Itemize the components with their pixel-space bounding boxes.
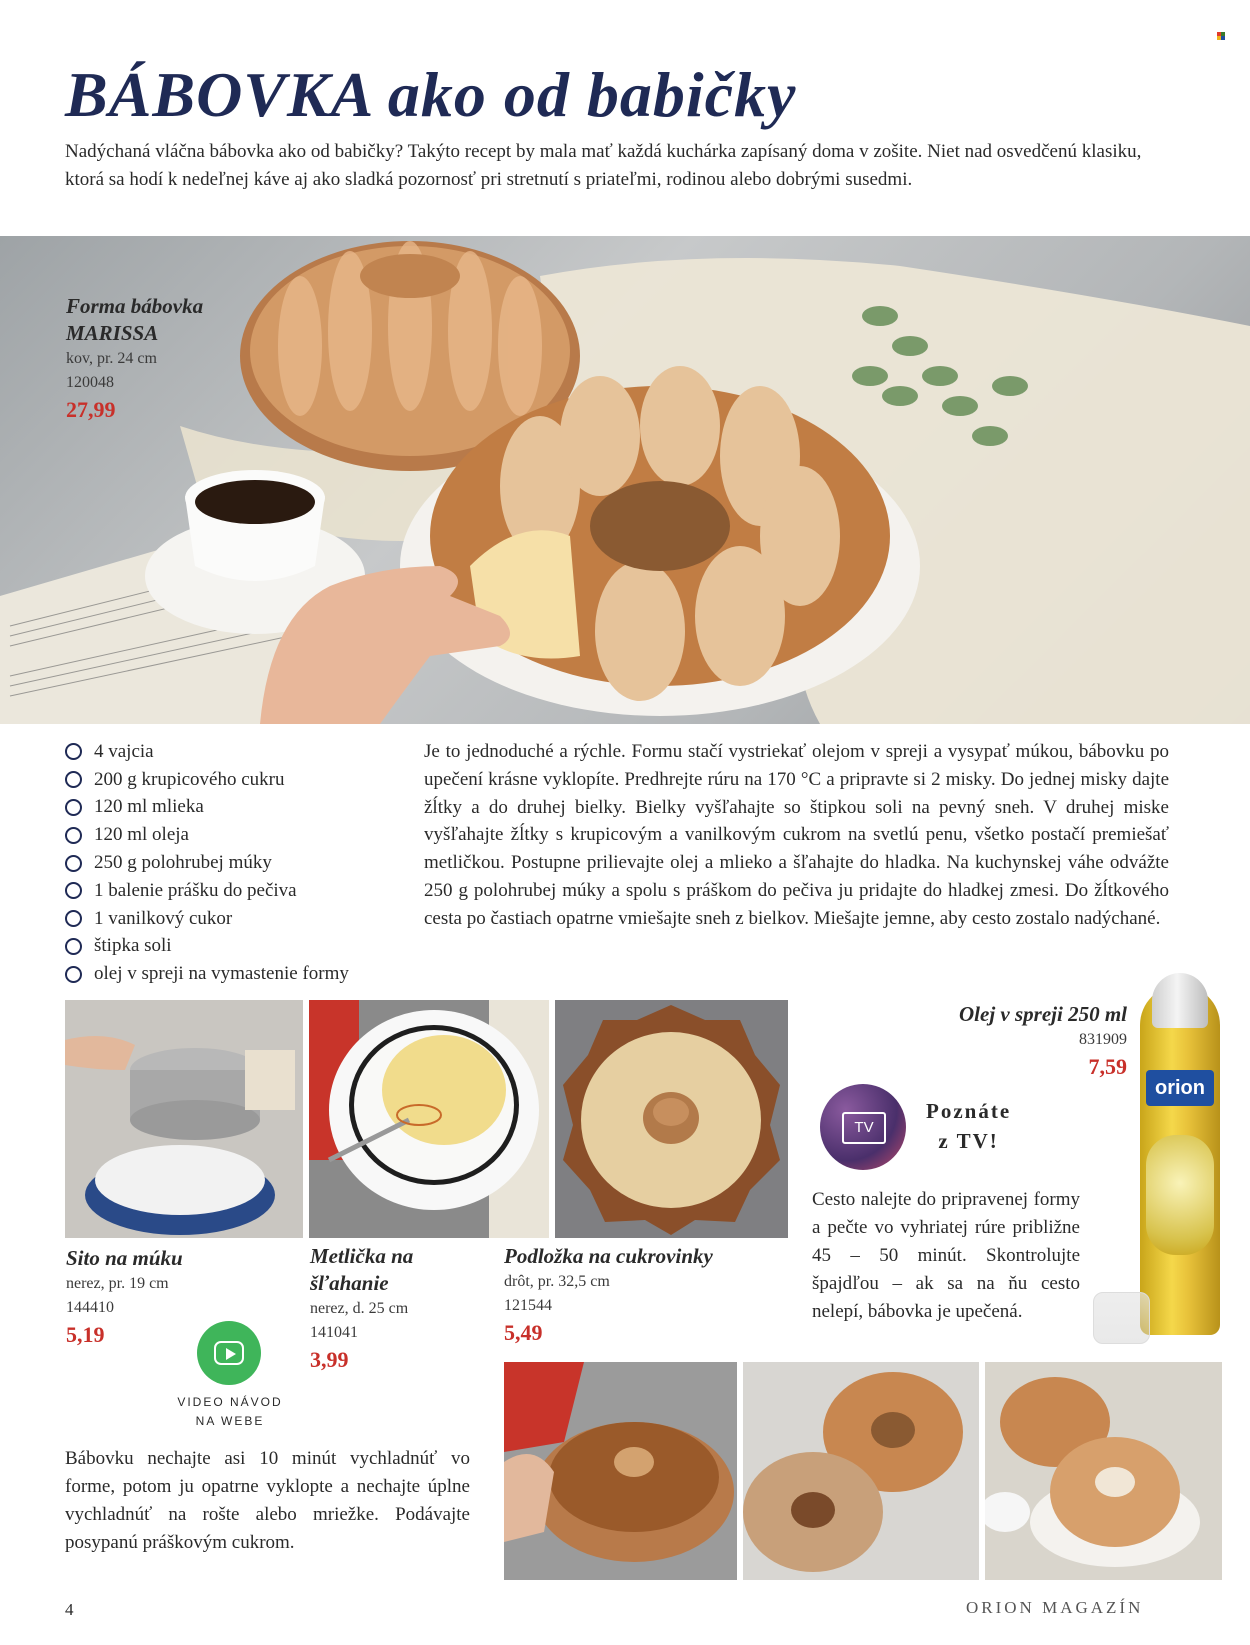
circle-bullet-icon xyxy=(65,910,82,927)
product-podlozka xyxy=(504,1243,713,1348)
product-name: Olej v spreji 250 ml xyxy=(959,1002,1127,1026)
ingredient-item xyxy=(65,933,349,961)
circle-bullet-icon xyxy=(65,966,82,983)
photo-whisk xyxy=(309,1000,549,1238)
photo-copper-molds xyxy=(743,1362,979,1580)
tv-badge xyxy=(820,1084,906,1170)
product-code: 144410 xyxy=(66,1299,114,1316)
product-price: 5,49 xyxy=(504,1320,543,1345)
product-desc: kov, pr. 24 cm xyxy=(66,350,157,367)
product-metlicka xyxy=(310,1243,413,1375)
product-name: Sito na múku xyxy=(66,1246,183,1270)
tv-icon: TV xyxy=(842,1112,886,1144)
product-price: 7,59 xyxy=(1088,1054,1127,1079)
magazine-name: ORION MAGAZÍN xyxy=(966,1598,1144,1617)
ingredient-text: 120 ml mlieka xyxy=(94,796,204,818)
product-desc: nerez, d. 25 cm xyxy=(310,1300,409,1317)
product-desc: nerez, pr. 19 cm xyxy=(66,1275,169,1292)
oil-spray-can xyxy=(1140,985,1220,1335)
photo-flour-sieve xyxy=(65,1000,303,1238)
tv-line: z TV! xyxy=(938,1129,999,1153)
method-text: Je to jednoduché a rýchle. Formu stačí vystriekať olejom v spreji a vysypať múkou, bábovku po upečení krásne vyklopíte. Predhrejte rúru na 170 °C a pripravte si 2 misky. Do jednej misky dajte žĺtky a do druhej bielky. Bielky vyšľahajte so štipkou soli na pevný sneh. V druhej miske vyšľahajte žĺtky s krupicovým a vanilkovým cukrom na svetlú penu, všetko postačí premiešať metličkou. Postupne prilievajte olej a mlieko a šľahajte do hladka. Na kuchynskej váhe odvážte 250 g polohrubej múky a spolu s práškom do pečiva ju pridajte do hladkej zmesi. Do žĺtkového cesta po častiach opatrne vmiešajte sneh z bielkov. Miešajte jemne, aby cesto zostalo nadýchané. xyxy=(424,741,1169,929)
product-name: Metlička na xyxy=(310,1244,414,1268)
ingredient-list xyxy=(65,738,349,988)
product-name: Forma bábovka xyxy=(66,294,204,318)
intro-text: Nadýchaná vláčna bábovka ako od babičky? Takýto recept by mala mať každá kuchárka zapísaný doma v zošite. Niet nad osvedčenú klasiku, ktorá sa hodí k nedeľnej káve aj ako sladká pozornosť pri stretnutí s priateľmi, rodinou alebo dobrými susedmi. xyxy=(65,141,1142,190)
circle-bullet-icon xyxy=(65,882,82,899)
product-marissa xyxy=(66,293,203,425)
ingredient-text: 250 g polohrubej múky xyxy=(94,852,272,874)
product-price: 3,99 xyxy=(310,1347,349,1372)
ingredient-item xyxy=(65,905,349,933)
product-price: 5,19 xyxy=(66,1322,105,1347)
product-desc: drôt, pr. 32,5 cm xyxy=(504,1273,610,1290)
ingredient-text: štipka soli xyxy=(94,935,172,957)
ingredient-text: 1 vanilkový cukor xyxy=(94,907,233,929)
ingredient-text: 1 balenie prášku do pečiva xyxy=(94,879,297,901)
ingredient-item xyxy=(65,794,349,822)
ingredient-item xyxy=(65,821,349,849)
product-price: 27,99 xyxy=(66,397,116,422)
photo-bundt-batter xyxy=(555,1000,788,1238)
product-name: šľahanie xyxy=(310,1271,389,1295)
circle-bullet-icon xyxy=(65,938,82,955)
tv-text xyxy=(926,1096,1011,1156)
video-link-text[interactable] xyxy=(160,1393,300,1431)
photo-baked-in-mold xyxy=(504,1362,737,1580)
ingredient-item xyxy=(65,766,349,794)
ingredient-item xyxy=(65,849,349,877)
ingredient-text: olej v spreji na vymastenie formy xyxy=(94,963,349,985)
ingredient-text: 120 ml oleja xyxy=(94,824,189,846)
product-code: 120048 xyxy=(66,374,114,391)
product-code: 141041 xyxy=(310,1324,358,1341)
circle-bullet-icon xyxy=(65,855,82,872)
product-code: 121544 xyxy=(504,1297,552,1314)
ingredient-text: 200 g krupicového cukru xyxy=(94,768,285,790)
circle-bullet-icon xyxy=(65,743,82,760)
ingredient-item xyxy=(65,960,349,988)
product-oil xyxy=(915,1001,1127,1082)
tv-line: Poznáte xyxy=(926,1099,1012,1123)
ingredient-text: 4 vajcia xyxy=(94,740,154,762)
product-name: MARISSA xyxy=(66,321,159,345)
circle-bullet-icon xyxy=(65,799,82,816)
circle-bullet-icon xyxy=(65,827,82,844)
ingredient-item xyxy=(65,877,349,905)
product-code: 831909 xyxy=(1079,1031,1127,1048)
circle-bullet-icon xyxy=(65,771,82,788)
product-sito xyxy=(66,1245,183,1350)
photo-finished-cake xyxy=(985,1362,1222,1580)
page-number: 4 xyxy=(65,1600,74,1619)
orion-logo-icon xyxy=(1217,32,1225,40)
cooling-text: Bábovku nechajte asi 10 minút vychladnúť vo forme, potom ju opatrne vyklopte a nechajte úplne vychladnúť na rošte alebo mriežke. Podávajte posypanú práškovým cukrom. xyxy=(65,1448,470,1553)
page-title: BÁBOVKA ako od babičky xyxy=(65,59,797,130)
brand-logo: orion xyxy=(1146,1070,1214,1106)
youtube-icon[interactable] xyxy=(197,1321,261,1385)
bake-text: Cesto nalejte do pripravenej formy a pečte vo vyhriatej rúre približne 45 – 50 minút. Skontrolujte špajdľou – ak sa na ňu cesto nelepí, bábovka je upečená. xyxy=(812,1189,1080,1322)
spray-lid xyxy=(1093,1292,1150,1344)
video-line: NA WEBE xyxy=(195,1414,265,1428)
product-name: Podložka na cukrovinky xyxy=(504,1244,713,1268)
video-line: VIDEO NÁVOD xyxy=(177,1395,283,1409)
ingredient-item xyxy=(65,738,349,766)
